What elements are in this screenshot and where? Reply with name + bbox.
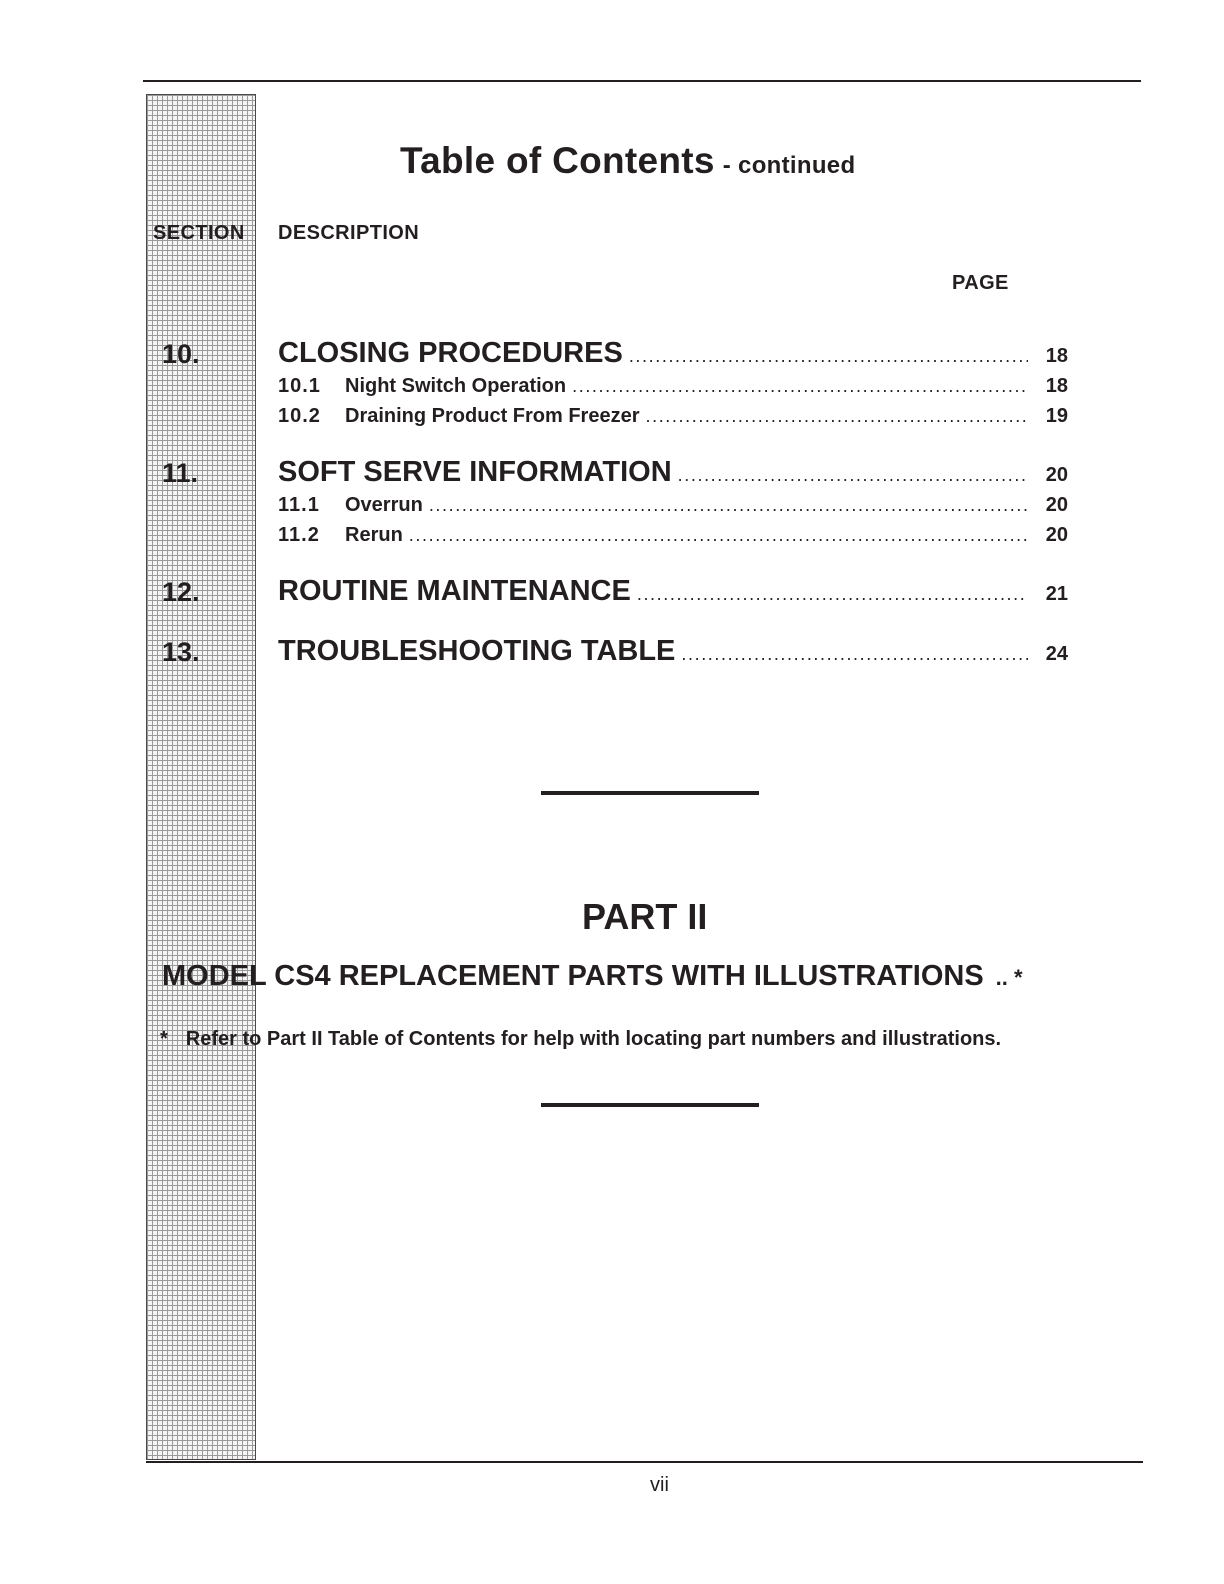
section-number: 13. <box>162 637 200 667</box>
divider-rule <box>541 1103 759 1107</box>
toc-entry-routine-maintenance[interactable] <box>278 575 1068 608</box>
section-number: 12. <box>162 577 200 607</box>
section-number: 11. <box>162 458 199 488</box>
part-two-title: PART II <box>582 896 708 937</box>
toc-entry-title: CLOSING PROCEDURES <box>278 337 623 369</box>
description-column-header: DESCRIPTION <box>278 222 420 244</box>
toc-subentry-overrun[interactable] <box>278 494 1068 517</box>
page-column-header: PAGE <box>952 272 1009 294</box>
subentry-number: 10.1 <box>278 375 321 397</box>
toc-entry-title: TROUBLESHOOTING TABLE <box>278 635 676 667</box>
toc-subentry-rerun[interactable] <box>278 524 1068 547</box>
subentry-number: 11.2 <box>278 524 320 546</box>
toc-subentry-night-switch-operation[interactable] <box>278 375 1068 398</box>
part-two-subtitle[interactable] <box>162 960 1023 993</box>
subentry-page: 19 <box>1045 405 1068 427</box>
toc-entry-troubleshooting-table[interactable] <box>278 635 1068 668</box>
bottom-rule <box>146 1461 1143 1463</box>
subentry-page: 18 <box>1045 375 1068 397</box>
grid-margin-strip <box>146 94 256 1460</box>
subentry-number: 11.1 <box>278 494 320 516</box>
toc-entry-title: ROUTINE MAINTENANCE <box>278 575 631 607</box>
page-number: vii <box>650 1474 669 1496</box>
title-subtitle: - continued <box>722 152 856 179</box>
toc-entry-closing-procedures[interactable] <box>278 337 1068 370</box>
section-number: 10. <box>162 339 200 369</box>
dot-leader <box>572 376 1028 397</box>
page-title <box>400 140 855 182</box>
toc-entry-soft-serve-information[interactable] <box>278 456 1068 489</box>
subentry-title: Rerun <box>345 524 403 546</box>
divider-rule <box>541 791 759 795</box>
dot-leader <box>681 644 1028 665</box>
subentry-number: 10.2 <box>278 405 321 427</box>
toc-entry-title: SOFT SERVE INFORMATION <box>278 456 672 488</box>
dot-leader <box>409 525 1028 546</box>
toc-entry-page: 18 <box>1045 345 1068 367</box>
subentry-title: Overrun <box>345 494 423 516</box>
footnote-marker: * <box>160 1028 168 1050</box>
subentry-title: Night Switch Operation <box>345 375 567 397</box>
dot-leader <box>646 406 1029 427</box>
subentry-page: 20 <box>1045 494 1068 516</box>
part-two-subtitle-text: MODEL CS4 REPLACEMENT PARTS WITH ILLUSTRATIONS <box>162 960 984 992</box>
dot-leader <box>678 465 1028 486</box>
title-text: Table of Contents <box>400 140 715 181</box>
footnote <box>160 1028 1001 1051</box>
toc-entry-page: 20 <box>1045 464 1068 486</box>
dot-leader <box>429 495 1028 516</box>
section-column-header: SECTION <box>153 222 245 244</box>
dot-leader <box>637 584 1028 605</box>
subentry-title: Draining Product From Freezer <box>345 405 640 427</box>
subentry-page: 20 <box>1045 524 1068 546</box>
part-two-subtitle-mark: .. * <box>995 965 1023 990</box>
top-rule <box>143 80 1141 82</box>
dot-leader <box>629 346 1028 367</box>
footnote-text: Refer to Part II Table of Contents for help with locating part numbers and illustrations. <box>185 1028 1002 1050</box>
toc-entry-page: 24 <box>1045 643 1068 665</box>
toc-subentry-draining-product[interactable] <box>278 405 1068 428</box>
toc-entry-page: 21 <box>1045 583 1068 605</box>
